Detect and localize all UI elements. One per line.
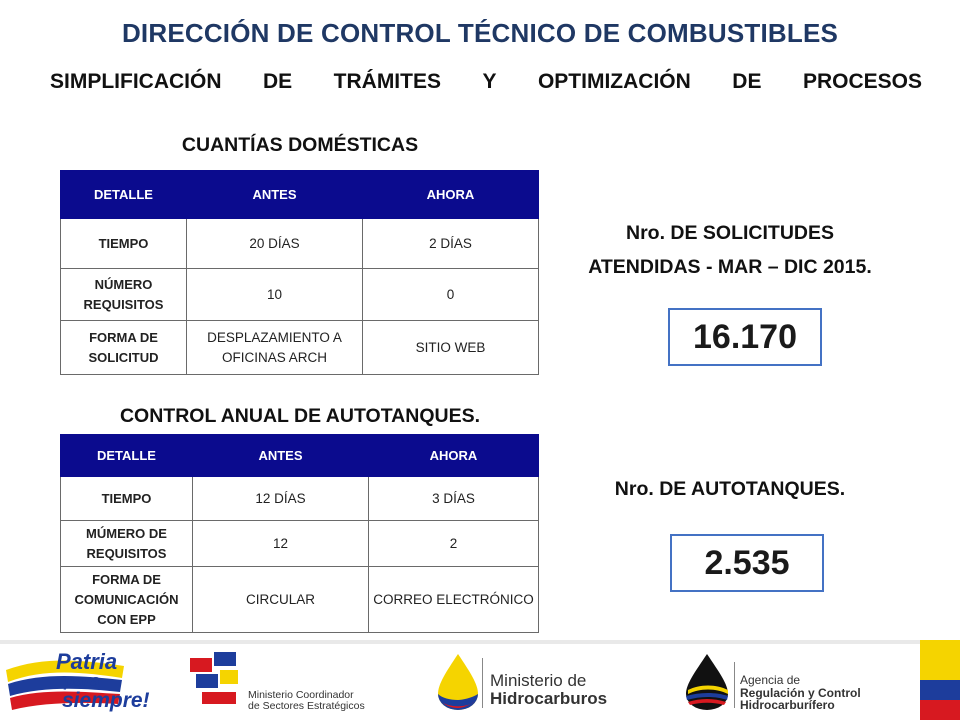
mcse-emblem-icon [190,652,242,712]
column-header: DETALLE [61,171,187,219]
subtitle-word: DE [732,70,762,93]
row-label: TIEMPO [61,219,187,269]
logo-divider [482,658,483,708]
column-header: ANTES [187,171,363,219]
hidrocarburos-drop-icon [432,650,484,712]
before-cell: DESPLAZAMIENTO A OFICINAS ARCH [187,321,363,375]
mh-line: Ministerio de [490,671,587,690]
domestic-table [60,170,539,375]
ecuador-flag-strip-icon [920,640,960,720]
after-cell: 2 DÍAS [363,219,539,269]
table-row [61,567,539,633]
row-label: NÚMERO REQUISITOS [61,269,187,321]
column-header: AHORA [369,435,539,477]
mcse-line: de Sectores Estratégicos [248,700,365,713]
page-title: DIRECCIÓN DE CONTROL TÉCNICO DE COMBUSTIBLES [121,18,839,48]
table-row [61,269,539,321]
patria-text: Patria [56,649,118,674]
after-cell: CORREO ELECTRÓNICO [369,567,539,633]
table-row [61,521,539,567]
mcse-logo [190,648,380,718]
footer-divider [0,640,960,644]
after-cell: 3 DÍAS [369,477,539,521]
subtitle-word: TRÁMITES [333,70,441,93]
logo-divider [734,662,735,708]
subtitle-word: DE [262,70,293,93]
table-row [61,321,539,375]
patria-para-siempre-logo [4,648,154,718]
page-subtitle [50,70,922,94]
column-header: DETALLE [61,435,193,477]
requests-label [530,216,930,284]
arch-logo [680,648,880,718]
after-cell: SITIO WEB [363,321,539,375]
para-text: para [64,671,100,690]
after-cell: 0 [363,269,539,321]
requests-label-line: Nro. DE SOLICITUDES [625,222,835,244]
before-cell: 20 DÍAS [187,219,363,269]
ministerio-hidrocarburos-logo [432,648,622,718]
before-cell: 12 DÍAS [193,477,369,521]
subtitle-word: PROCESOS [802,70,922,93]
row-label: FORMA DE COMUNICACIÓN CON EPP [61,567,193,633]
domestic-heading: CUANTÍAS DOMÉSTICAS [181,134,419,156]
row-label: FORMA DE SOLICITUD [61,321,187,375]
row-label: MÚMERO DE REQUISITOS [61,521,193,567]
tankers-heading: CONTROL ANUAL DE AUTOTANQUES. [119,405,481,427]
requests-label-line: ATENDIDAS - MAR – DIC 2015. [588,256,872,278]
footer-logo-bar [0,640,960,720]
subtitle-word: OPTIMIZACIÓN [537,70,691,93]
subtitle-word: Y [482,70,497,93]
arch-line: Regulación y Control [740,685,861,700]
arch-drop-icon [680,650,734,712]
row-label: TIEMPO [61,477,193,521]
tankers-table [60,434,539,633]
table-row [61,477,539,521]
siempre-text: siempre! [62,689,150,712]
table-row [61,219,539,269]
mh-line: Hidrocarburos [490,688,608,708]
arch-text [740,674,861,712]
column-header: ANTES [193,435,369,477]
before-cell: 12 [193,521,369,567]
mcse-text [248,690,365,712]
before-cell: CIRCULAR [193,567,369,633]
subtitle-word: SIMPLIFICACIÓN [50,70,222,93]
arch-line: Hidrocarburífero [740,698,835,713]
column-header: AHORA [363,171,539,219]
after-cell: 2 [369,521,539,567]
tankers-count-label: Nro. DE AUTOTANQUES. [614,478,846,500]
arch-line: Agencia de [740,673,801,687]
tankers-count-value: 2.535 [670,534,824,592]
mh-text [490,672,607,708]
before-cell: 10 [187,269,363,321]
mcse-line: Ministerio Coordinador [248,689,354,701]
requests-value: 16.170 [668,308,822,366]
